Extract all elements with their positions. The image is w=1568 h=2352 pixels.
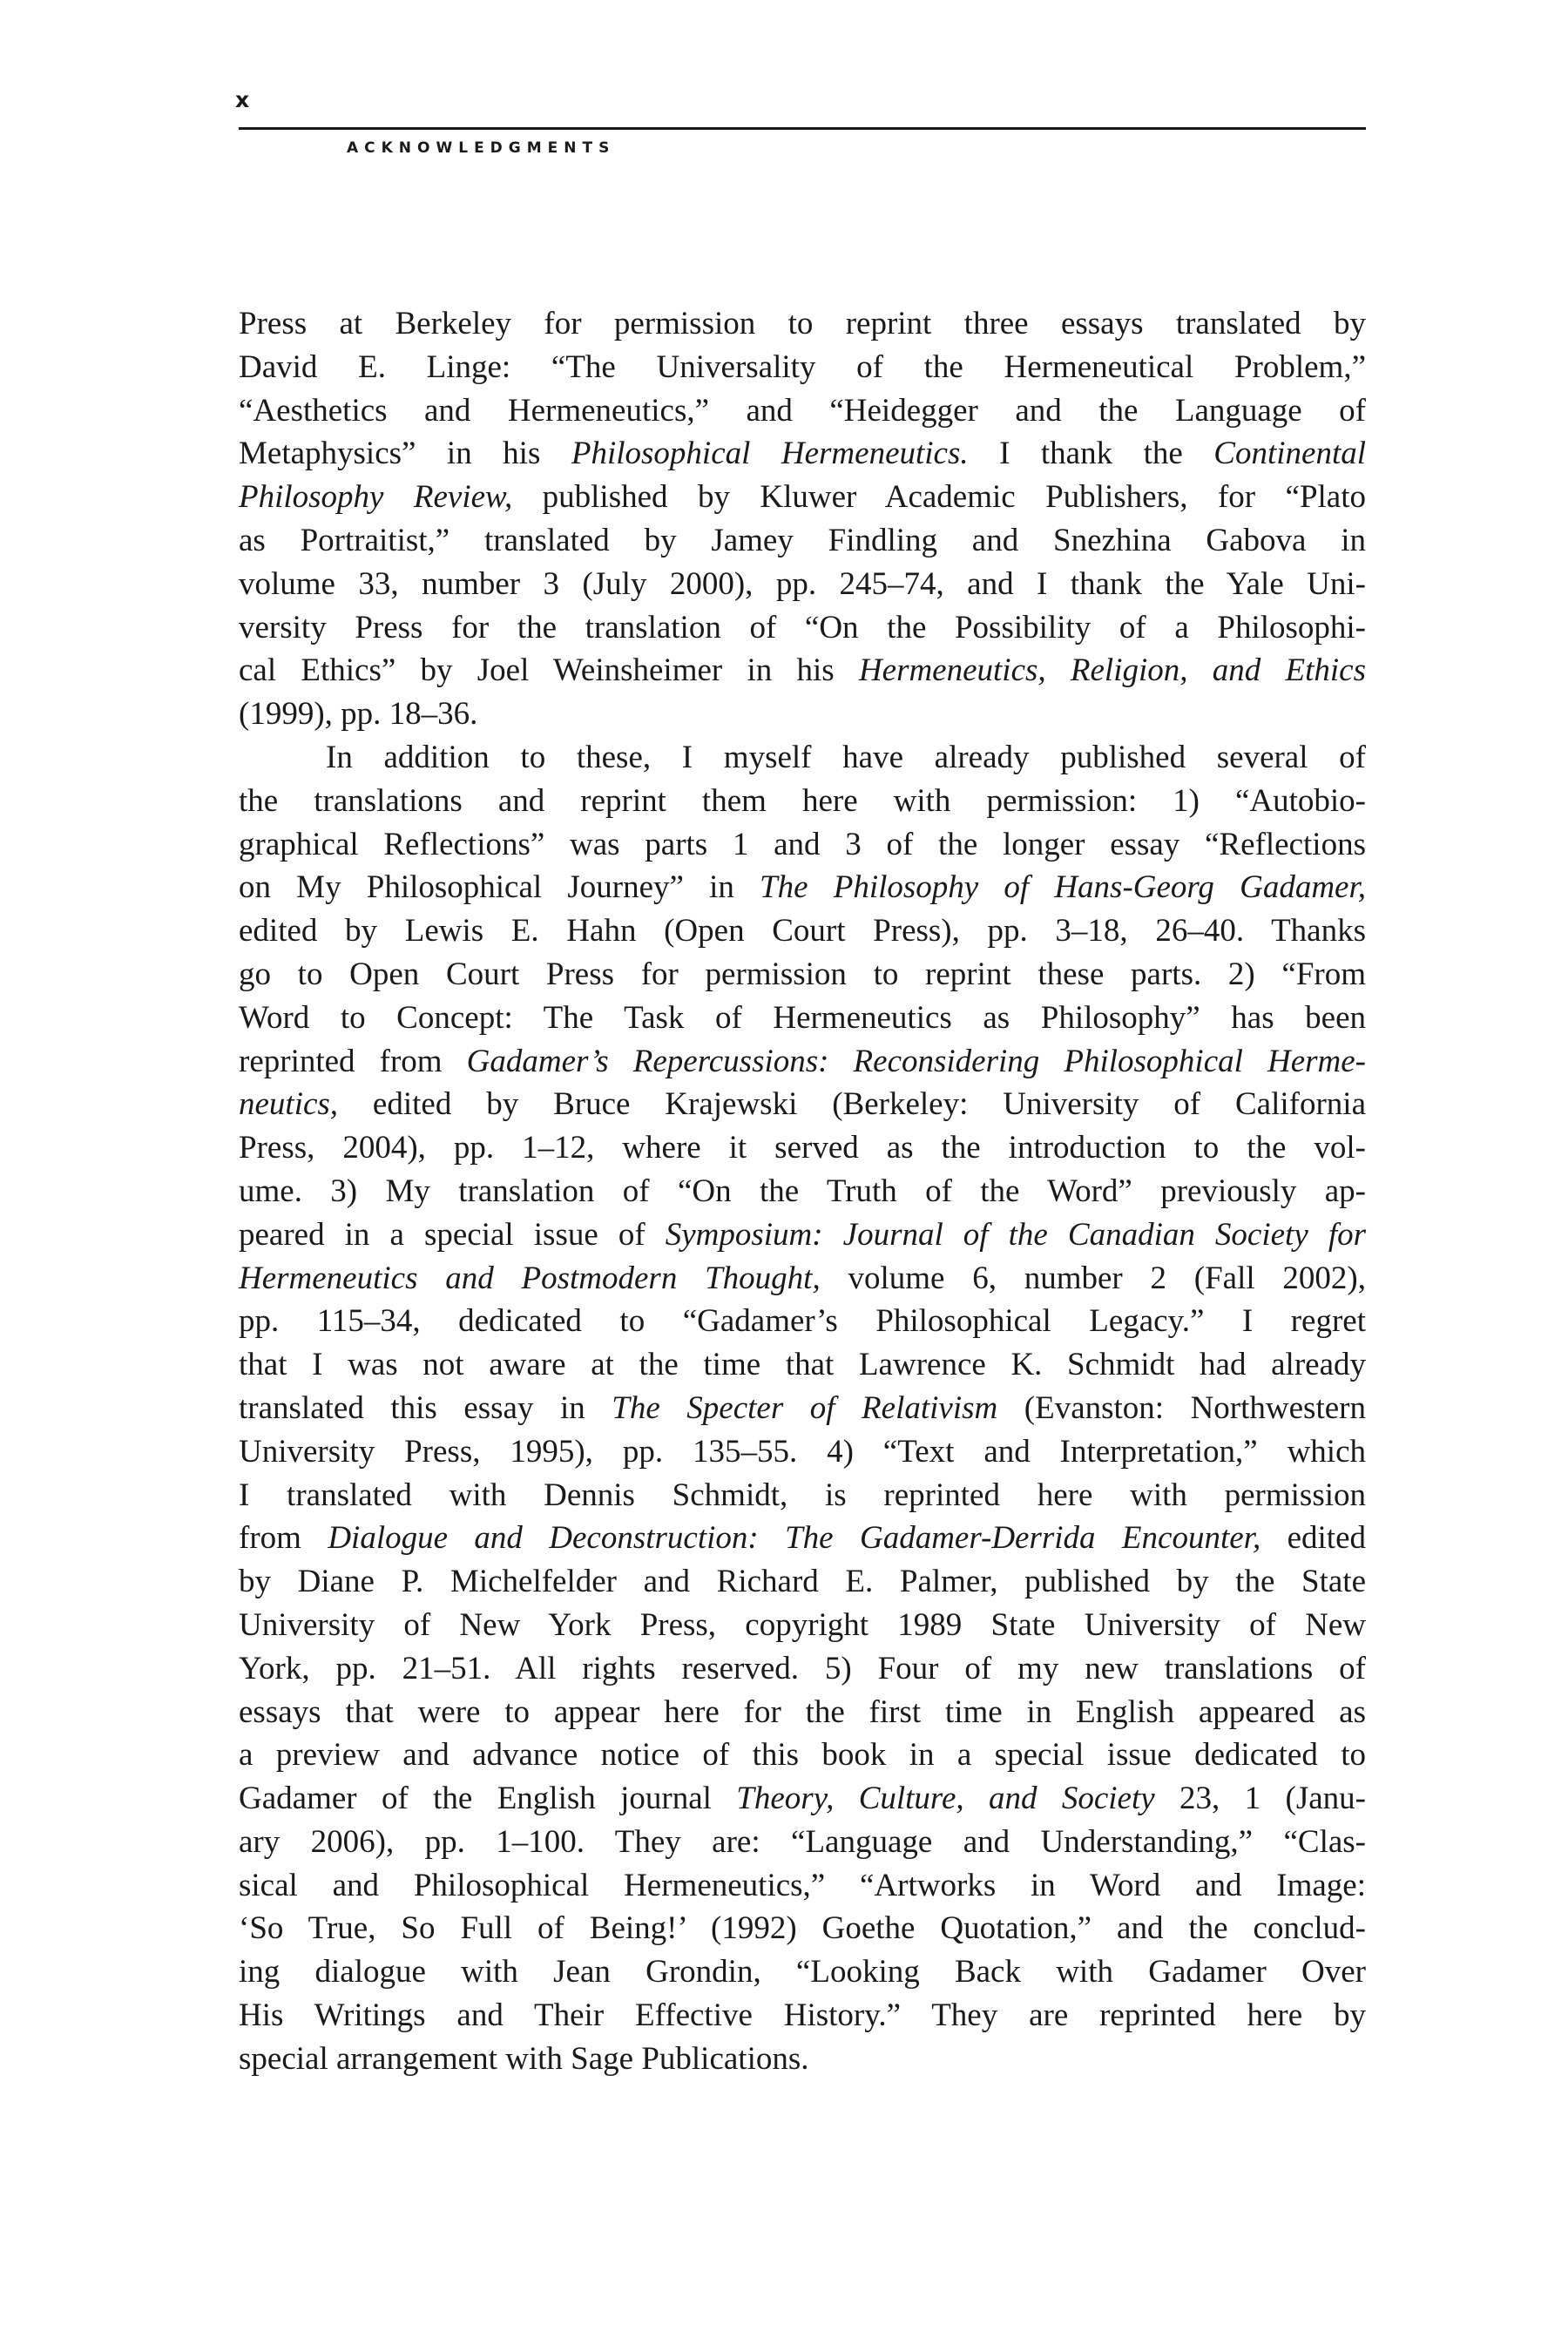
text-line <box>239 476 1366 519</box>
italic-title: Philosophical Hermeneutics. <box>571 436 969 472</box>
text-segment: David E. Linge: “The Universality of the Hermeneutical Problem,” <box>239 348 1366 385</box>
text-segment: edited <box>1260 1520 1367 1557</box>
text-segment: go to Open Court Press for permission to reprint these parts. 2) “From <box>239 956 1366 992</box>
text-segment: as Portraitist,” translated by Jamey Findling and Snezhina Gabova in <box>239 522 1366 558</box>
text-segment: from <box>239 1520 328 1557</box>
text-line <box>239 909 1366 953</box>
text-line <box>239 1691 1366 1734</box>
page-number: x <box>235 87 250 112</box>
text-segment: ume. 3) My translation of “On the Truth of the Word” previously ap- <box>239 1173 1366 1209</box>
text-line <box>239 1170 1366 1213</box>
text-segment: cal Ethics” by Joel Weinsheimer in his <box>239 652 859 689</box>
text-segment: I thank the <box>968 436 1214 472</box>
text-line <box>239 1083 1366 1126</box>
text-line <box>239 1040 1366 1084</box>
italic-title: Philosophy Review, <box>239 479 513 516</box>
text-segment: essays that were to appear here for the first time in English appeared as <box>239 1693 1366 1730</box>
text-segment: Gadamer of the English journal <box>239 1781 737 1817</box>
italic-title: Continental <box>1213 436 1367 472</box>
body-text <box>239 302 1366 2081</box>
text-line <box>239 1994 1366 2038</box>
text-segment: the translations and reprint them here with permission: 1) “Autobio- <box>239 782 1366 819</box>
italic-title: Theory, Culture, and Society <box>736 1781 1155 1817</box>
text-line <box>239 953 1366 997</box>
text-line <box>239 302 1366 346</box>
text-segment: graphical Reflections” was parts 1 and 3 of the longer essay “Reflections <box>239 826 1366 862</box>
text-segment: Metaphysics” in his <box>239 436 571 472</box>
text-segment: I translated with Dennis Schmidt, is reprinted here with permission <box>239 1477 1366 1513</box>
text-line <box>239 1430 1366 1474</box>
text-line <box>239 736 1366 780</box>
text-segment: sical and Philosophical Hermeneutics,” “Artworks in Word and Image: <box>239 1867 1366 1903</box>
italic-title: The Philosophy of Hans-Georg Gadamer, <box>760 869 1367 906</box>
text-segment: edited by Bruce Krajewski (Berkeley: University of California <box>338 1086 1366 1123</box>
text-line <box>239 823 1366 867</box>
text-segment: pp. 115–34, dedicated to “Gadamer’s Philosophical Legacy.” I regret <box>239 1303 1366 1340</box>
text-segment: on My Philosophical Journey” in <box>239 869 760 906</box>
text-line <box>239 1734 1366 1777</box>
text-line <box>239 2038 1366 2081</box>
text-line <box>239 1604 1366 1647</box>
text-segment: “Aesthetics and Hermeneutics,” and “Heidegger and the Language of <box>239 392 1366 429</box>
text-segment: 23, 1 (Janu- <box>1154 1781 1366 1817</box>
text-segment: edited by Lewis E. Hahn (Open Court Press), pp. 3–18, 26–40. Thanks <box>239 913 1366 950</box>
text-line <box>239 432 1366 476</box>
text-segment: University of New York Press, copyright 1989 State University of New <box>239 1606 1366 1643</box>
text-segment: versity Press for the translation of “On the Possibility of a Philosophi- <box>239 609 1366 645</box>
text-segment: peared in a special issue of <box>239 1216 666 1253</box>
text-line <box>239 997 1366 1040</box>
italic-title: The Specter of Relativism <box>612 1389 998 1426</box>
text-segment: ary 2006), pp. 1–100. They are: “Language and Understanding,” “Clas- <box>239 1823 1366 1860</box>
italic-title: Dialogue and Deconstruction: The Gadamer-Derrida Encounter, <box>328 1520 1261 1557</box>
text-segment: Word to Concept: The Task of Hermeneutics as Philosophy” has been <box>239 999 1366 1036</box>
text-line <box>239 1300 1366 1343</box>
text-segment: special arrangement with Sage Publications. <box>239 2040 809 2077</box>
text-line <box>239 1517 1366 1560</box>
header-rule <box>239 127 1366 130</box>
text-segment: Press, 2004), pp. 1–12, where it served as the introduction to the vol- <box>239 1130 1366 1166</box>
italic-title: Hermeneutics and Postmodern Thought, <box>239 1260 821 1296</box>
text-line <box>239 693 1366 736</box>
text-segment: (Evanston: Northwestern <box>997 1389 1366 1426</box>
text-line <box>239 1126 1366 1170</box>
text-line <box>239 1864 1366 1908</box>
running-head: ACKNOWLEDGMENTS <box>347 139 616 157</box>
text-line <box>239 519 1366 563</box>
text-line <box>239 1907 1366 1950</box>
text-line <box>239 346 1366 389</box>
text-segment: In addition to these, I myself have already published several of <box>326 739 1366 775</box>
text-line <box>239 1950 1366 1994</box>
italic-title: Hermeneutics, Religion, and Ethics <box>858 652 1366 689</box>
text-segment: His Writings and Their Effective History.” They are reprinted here by <box>239 1997 1366 2034</box>
text-line <box>239 1343 1366 1387</box>
text-segment: a preview and advance notice of this book in a special issue dedicated to <box>239 1737 1366 1774</box>
text-segment: volume 6, number 2 (Fall 2002), <box>820 1260 1366 1296</box>
text-line <box>239 563 1366 606</box>
text-line <box>239 1560 1366 1604</box>
text-segment: York, pp. 21–51. All rights reserved. 5) Four of my new translations of <box>239 1650 1366 1686</box>
text-line <box>239 1647 1366 1691</box>
text-segment: Press at Berkeley for permission to reprint three essays translated by <box>239 306 1366 341</box>
text-line <box>239 1387 1366 1430</box>
text-segment: published by Kluwer Academic Publishers, for “Plato <box>512 479 1366 516</box>
text-line <box>239 1474 1366 1517</box>
text-line <box>239 866 1366 909</box>
text-line <box>239 1821 1366 1864</box>
text-segment: ‘So True, So Full of Being!’ (1992) Goethe Quotation,” and the conclud- <box>239 1910 1366 1947</box>
text-segment: that I was not aware at the time that Lawrence K. Schmidt had already <box>239 1347 1366 1383</box>
text-segment: by Diane P. Michelfelder and Richard E. Palmer, published by the State <box>239 1564 1366 1600</box>
text-segment: ing dialogue with Jean Grondin, “Looking Back with Gadamer Over <box>239 1954 1366 1990</box>
text-line <box>239 389 1366 433</box>
text-line <box>239 1213 1366 1257</box>
text-segment: (1999), pp. 18–36. <box>239 696 478 733</box>
italic-title: neutics, <box>239 1086 339 1123</box>
text-line <box>239 649 1366 693</box>
text-line <box>239 1777 1366 1821</box>
text-line <box>239 780 1366 823</box>
text-line <box>239 606 1366 650</box>
text-segment: translated this essay in <box>239 1389 612 1426</box>
text-segment: University Press, 1995), pp. 135–55. 4) “Text and Interpretation,” which <box>239 1433 1366 1470</box>
text-segment: reprinted from <box>239 1043 467 1079</box>
italic-title: Symposium: Journal of the Canadian Society for <box>665 1216 1366 1253</box>
text-line <box>239 1257 1366 1301</box>
text-segment: volume 33, number 3 (July 2000), pp. 245–74, and I thank the Yale Uni- <box>239 565 1366 602</box>
italic-title: Gadamer’s Repercussions: Reconsidering Philosophical Herme- <box>466 1043 1366 1079</box>
